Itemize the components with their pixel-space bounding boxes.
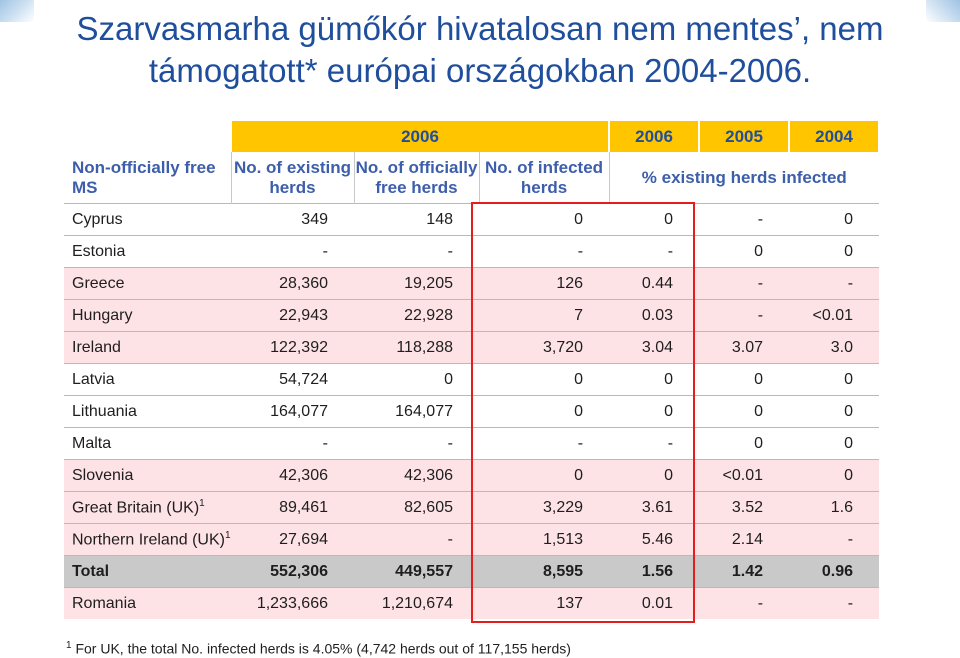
row-cell: 0: [789, 364, 879, 396]
column-header-row: [64, 152, 879, 204]
row-cell: 22,928: [354, 300, 479, 332]
row-country: [64, 588, 231, 620]
table-row: [64, 332, 879, 364]
row-cell: 0: [789, 204, 879, 236]
row-cell: 122,392: [231, 332, 354, 364]
row-cell: -: [354, 524, 479, 556]
row-cell: 42,306: [354, 460, 479, 492]
row-cell: -: [479, 428, 609, 460]
row-country-label: Cyprus: [72, 210, 123, 228]
row-cell: -: [354, 428, 479, 460]
row-country-label: Total: [72, 562, 110, 580]
row-cell: <0.01: [699, 460, 789, 492]
table-row: [64, 492, 879, 524]
row-cell: 89,461: [231, 492, 354, 524]
row-footnote-marker: 1: [199, 497, 205, 509]
row-country: [64, 236, 231, 268]
row-cell: 0: [699, 396, 789, 428]
herds-table-container: [64, 121, 879, 619]
row-cell: -: [354, 236, 479, 268]
year-header-blank: [64, 121, 231, 152]
row-cell: <0.01: [789, 300, 879, 332]
row-country-label: Hungary: [72, 306, 133, 324]
row-country-label: Malta: [72, 434, 112, 452]
row-cell: 5.46: [609, 524, 699, 556]
row-cell: 22,943: [231, 300, 354, 332]
table-row: [64, 364, 879, 396]
row-country: [64, 396, 231, 428]
table-row: [64, 236, 879, 268]
table-row: [64, 428, 879, 460]
row-cell: 0.44: [609, 268, 699, 300]
row-cell: 3.0: [789, 332, 879, 364]
row-country-label: Latvia: [72, 370, 115, 388]
column-header-officially-free-herds: No. of officially free herds: [354, 152, 479, 204]
row-cell: -: [699, 300, 789, 332]
row-cell: 0: [609, 396, 699, 428]
row-cell: 0: [609, 460, 699, 492]
row-cell: 3.07: [699, 332, 789, 364]
footnote-marker: 1: [66, 640, 72, 651]
row-cell: 0: [354, 364, 479, 396]
row-footnote-marker: 1: [224, 529, 231, 541]
row-cell: 0: [699, 236, 789, 268]
row-cell: -: [789, 588, 879, 620]
row-cell: 19,205: [354, 268, 479, 300]
row-cell: 0: [609, 364, 699, 396]
column-header-infected-herds: No. of infected herds: [479, 152, 609, 204]
row-cell: 3.52: [699, 492, 789, 524]
row-cell: -: [699, 588, 789, 620]
row-country: [64, 524, 231, 556]
row-cell: 42,306: [231, 460, 354, 492]
row-cell: 3,720: [479, 332, 609, 364]
footnote: [66, 640, 571, 657]
row-cell: -: [789, 268, 879, 300]
row-cell: 0: [789, 460, 879, 492]
table-row: [64, 204, 879, 236]
row-country-label: Estonia: [72, 242, 126, 260]
table-body: [64, 204, 879, 620]
row-cell: 118,288: [354, 332, 479, 364]
row-cell: 2.14: [699, 524, 789, 556]
row-cell: -: [789, 524, 879, 556]
row-country: [64, 428, 231, 460]
row-country: [64, 492, 231, 524]
row-cell: 0: [609, 204, 699, 236]
row-cell: 1,233,666: [231, 588, 354, 620]
row-cell: 8,595: [479, 556, 609, 588]
row-cell: 28,360: [231, 268, 354, 300]
row-country: [64, 556, 231, 588]
row-cell: -: [479, 236, 609, 268]
table-row: [64, 300, 879, 332]
row-cell: -: [609, 236, 699, 268]
row-cell: 3.61: [609, 492, 699, 524]
row-cell: 0.01: [609, 588, 699, 620]
row-cell: 0.96: [789, 556, 879, 588]
row-cell: 0: [479, 204, 609, 236]
footnote-text: For UK, the total No. infected herds is 4.05% (4,742 herds out of 117,155 herds): [71, 640, 571, 657]
row-cell: 0: [479, 396, 609, 428]
column-header-existing-herds: No. of existing herds: [231, 152, 354, 204]
slide-title: Szarvasmarha gümőkór hivatalosan nem mentes’, nem támogatott* európai országokban 2004-2006.: [76, 10, 884, 89]
row-cell: 3.04: [609, 332, 699, 364]
row-cell: 0: [789, 428, 879, 460]
row-country: [64, 460, 231, 492]
row-cell: 1.6: [789, 492, 879, 524]
row-cell: 552,306: [231, 556, 354, 588]
row-cell: 27,694: [231, 524, 354, 556]
row-cell: 7: [479, 300, 609, 332]
year-header-2006-group: 2006: [231, 121, 609, 152]
table-row: [64, 556, 879, 588]
row-country: [64, 300, 231, 332]
row-cell: 0: [699, 364, 789, 396]
row-cell: 349: [231, 204, 354, 236]
row-cell: 1,513: [479, 524, 609, 556]
row-country: [64, 268, 231, 300]
row-cell: 82,605: [354, 492, 479, 524]
row-country-label: Lithuania: [72, 402, 137, 420]
row-country-label: Greece: [72, 274, 125, 292]
column-header-member-state: Non-officially free MS: [64, 152, 231, 204]
row-cell: 54,724: [231, 364, 354, 396]
table-row: [64, 396, 879, 428]
table-row: [64, 524, 879, 556]
row-cell: 0: [479, 460, 609, 492]
row-cell: -: [699, 268, 789, 300]
row-country: [64, 364, 231, 396]
row-country-label: Ireland: [72, 338, 121, 356]
row-cell: 164,077: [231, 396, 354, 428]
row-cell: 137: [479, 588, 609, 620]
row-cell: 0: [789, 236, 879, 268]
row-cell: 0: [479, 364, 609, 396]
row-country-label: Great Britain (UK): [72, 499, 200, 517]
row-cell: 1,210,674: [354, 588, 479, 620]
row-cell: -: [609, 428, 699, 460]
year-header-2006: 2006: [609, 121, 699, 152]
table-row: [64, 588, 879, 620]
year-header-2005: 2005: [699, 121, 789, 152]
row-cell: 0: [699, 428, 789, 460]
year-header-2004: 2004: [789, 121, 879, 152]
row-cell: 3,229: [479, 492, 609, 524]
row-cell: 449,557: [354, 556, 479, 588]
row-country: [64, 332, 231, 364]
row-cell: 126: [479, 268, 609, 300]
row-country: [64, 204, 231, 236]
row-cell: -: [699, 204, 789, 236]
row-country-label: Romania: [72, 594, 137, 612]
table-row: [64, 268, 879, 300]
row-cell: 1.42: [699, 556, 789, 588]
row-cell: 148: [354, 204, 479, 236]
column-header-percent-infected: % existing herds infected: [609, 152, 879, 204]
row-cell: -: [231, 236, 354, 268]
year-header-row: [64, 121, 879, 152]
herds-table: [64, 121, 880, 619]
table-row: [64, 460, 879, 492]
row-cell: 0.03: [609, 300, 699, 332]
row-country-label: Northern Ireland (UK): [72, 531, 225, 549]
row-country-label: Slovenia: [72, 466, 134, 484]
row-cell: 0: [789, 396, 879, 428]
row-cell: -: [231, 428, 354, 460]
row-cell: 1.56: [609, 556, 699, 588]
row-cell: 164,077: [354, 396, 479, 428]
